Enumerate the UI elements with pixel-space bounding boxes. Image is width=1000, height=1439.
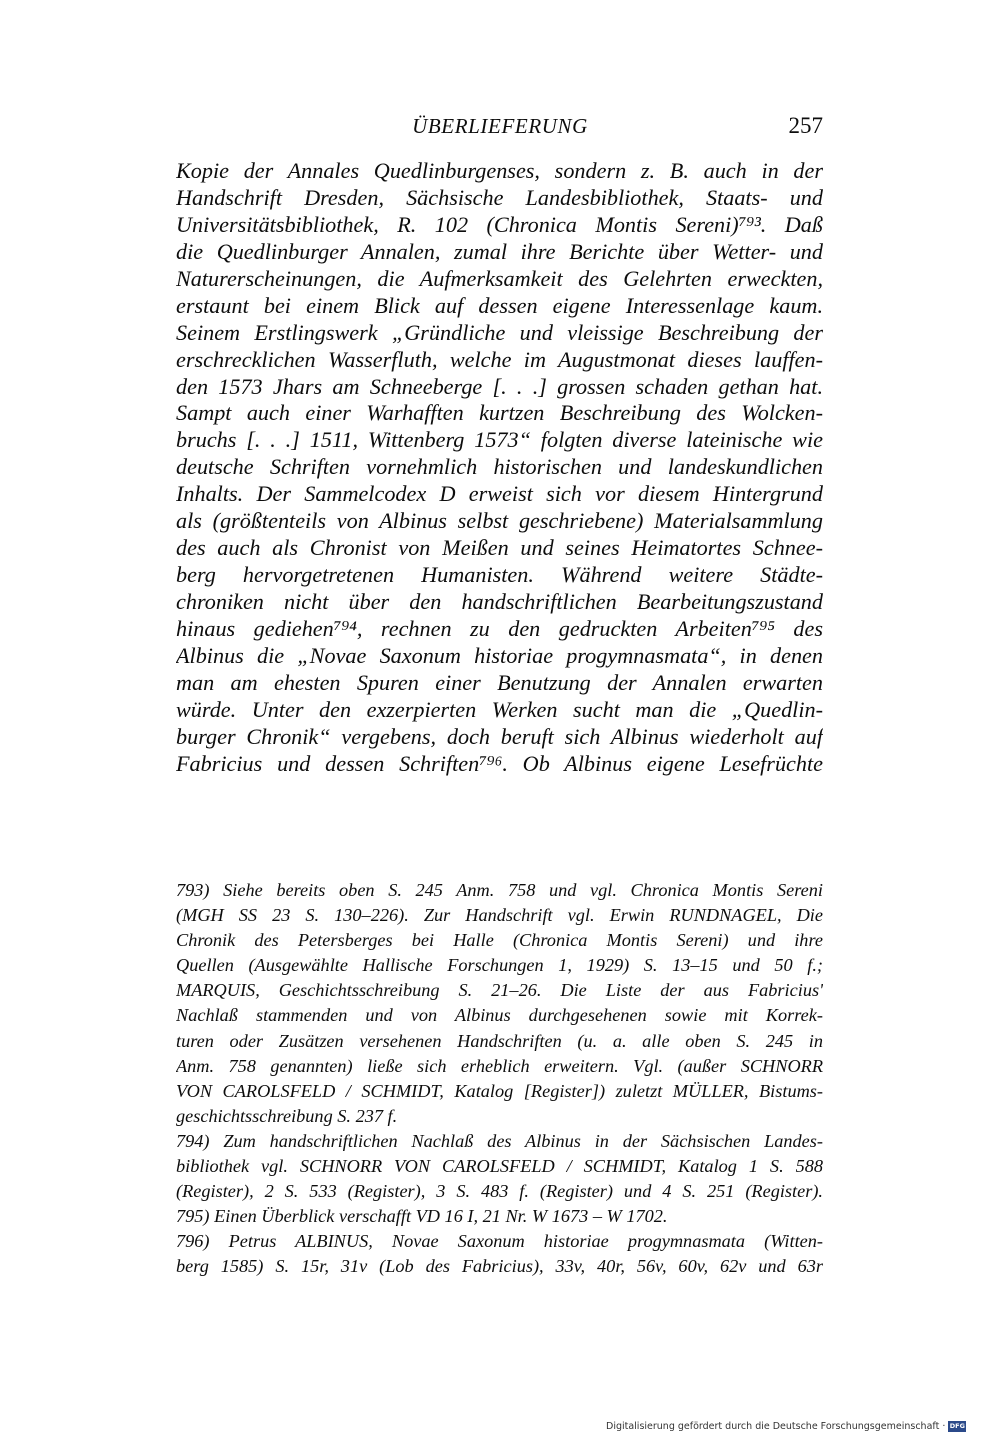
credit-text: Digitalisierung gefördert durch die Deutsche Forschungsgemeinschaft — [606, 1420, 940, 1432]
body-line: berg hervorgetretenen Humanisten. Während weitere Städte- — [176, 562, 823, 588]
main-text — [176, 158, 823, 778]
body-line: burger Chronik“ vergebens, doch beruft sich Albinus wiederholt auf — [176, 723, 823, 749]
body-line: erschrecklichen Wasserfluth, welche im Augustmonat dieses lauffen- — [176, 346, 823, 372]
page-number: 257 — [788, 113, 823, 138]
footnote-line: 794) Zum handschriftlichen Nachlaß des Albinus in der Sächsischen Landes- — [176, 1130, 823, 1151]
body-line: die Quedlinburger Annalen, zumal ihre Berichte über Wetter- und — [176, 238, 823, 264]
footnote-line: turen oder Zusätzen versehenen Handschriften (u. a. alle oben S. 245 in — [176, 1030, 823, 1051]
footnote-line: 795) Einen Überblick verschafft VD 16 I, 21 Nr. W 1673 – W 1702. — [176, 1206, 668, 1227]
body-line: würde. Unter den exzerpierten Werken sucht man die „Quedlin- — [176, 696, 823, 722]
footnote-line: MARQUIS, Geschichtsschreibung S. 21–26. Die Liste der aus Fabricius' — [176, 980, 823, 1001]
footnote-line: Quellen (Ausgewählte Hallische Forschungen 1, 1929) S. 13–15 und 50 f.; — [176, 955, 823, 976]
footnote-line: berg 1585) S. 15r, 31v (Lob des Fabricius), 33v, 40r, 56v, 60v, 62v und 63r — [176, 1256, 823, 1277]
body-line: Handschrift Dresden, Sächsische Landesbibliothek, Staats- und — [176, 184, 823, 210]
footnote-line: Anm. 758 genannten) ließe sich erheblich erweitern. Vgl. (außer SCHNORR — [176, 1055, 823, 1076]
digitization-credit — [606, 1418, 966, 1434]
footnote-line: 796) Petrus ALBINUS, Novae Saxonum historiae progymnasmata (Witten- — [176, 1231, 823, 1252]
footnotes — [176, 878, 823, 1280]
running-head: ÜBERLIEFERUNG — [412, 114, 588, 138]
footnote-line: 793) Siehe bereits oben S. 245 Anm. 758 und vgl. Chronica Montis Sereni — [176, 880, 823, 900]
footnote-line: VON CAROLSFELD / SCHMIDT, Katalog [Register]) zuletzt MÜLLER, Bistums- — [176, 1080, 823, 1101]
body-line: Kopie der Annales Quedlinburgenses, sondern z. B. auch in der — [176, 158, 823, 183]
dfg-logo-icon: DFG — [949, 1421, 965, 1430]
body-line: deutsche Schriften vornehmlich historischen und landeskundlichen — [176, 454, 823, 480]
body-line: Sampt auch einer Warhafften kurtzen Beschreibung des Wolcken- — [176, 400, 823, 426]
body-line: erstaunt bei einem Blick auf dessen eigene Interessenlage kaum. — [176, 292, 823, 318]
body-line: bruchs [. . .] 1511, Wittenberg 1573“ folgten diverse lateinische wie — [176, 427, 823, 453]
body-line: als (größtenteils von Albinus selbst geschriebene) Materialsammlung — [176, 508, 823, 534]
footnote-line: (Register), 2 S. 533 (Register), 3 S. 483 f. (Register) und 4 S. 251 (Register). — [176, 1181, 823, 1202]
body-line: Fabricius und dessen Schriften⁷⁹⁶. Ob Albinus eigene Lesefrüchte — [176, 750, 823, 776]
body-line: des auch als Chronist von Meißen und seines Heimatortes Schnee- — [176, 535, 823, 561]
body-line: Inhalts. Der Sammelcodex D erweist sich vor diesem Hintergrund — [176, 481, 823, 507]
footnote-line: bibliothek vgl. SCHNORR VON CAROLSFELD / SCHMIDT, Katalog 1 S. 588 — [176, 1156, 823, 1177]
footnote-line: geschichtsschreibung S. 237 f. — [176, 1105, 398, 1126]
body-line: Naturerscheinungen, die Aufmerksamkeit des Gelehrten erweckten, — [176, 265, 823, 291]
body-line: man am ehesten Spuren einer Benutzung der Annalen erwarten — [176, 669, 823, 695]
body-line: hinaus gediehen⁷⁹⁴, rechnen zu den gedruckten Arbeiten⁷⁹⁵ des — [176, 615, 823, 641]
body-line: chroniken nicht über den handschriftlichen Bearbeitungszustand — [176, 589, 823, 614]
separator: · — [942, 1420, 946, 1432]
body-line: Albinus die „Novae Saxonum historiae progymnasmata“, in denen — [176, 642, 823, 668]
footnote-line: Chronik des Petersberges bei Halle (Chronica Montis Sereni) und ihre — [176, 930, 823, 951]
body-line: Seinem Erstlingswerk „Gründliche und vleissige Beschreibung der — [176, 319, 823, 345]
footnote-line: (MGH SS 23 S. 130–226). Zur Handschrift vgl. Erwin RUNDNAGEL, Die — [176, 905, 823, 926]
footnote-line: Nachlaß stammenden und von Albinus durchgesehenen sowie mit Korrek- — [176, 1005, 823, 1026]
body-line: Universitätsbibliothek, R. 102 (Chronica Montis Sereni)⁷⁹³. Daß — [176, 211, 823, 237]
body-line: den 1573 Jhars am Schneeberge [. . .] grossen schaden gethan hat. — [176, 373, 823, 399]
